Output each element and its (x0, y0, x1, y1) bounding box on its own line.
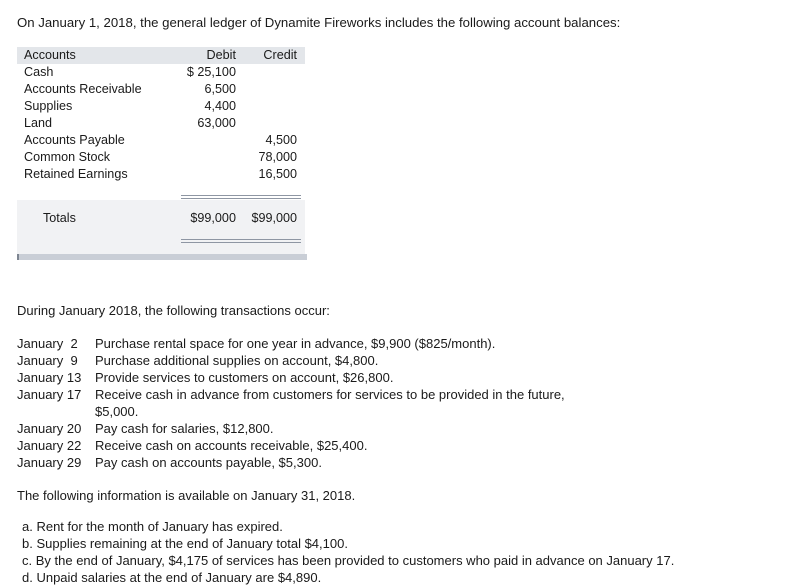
account-name: Common Stock (24, 150, 111, 164)
list-item (17, 369, 575, 386)
transaction-date: January 29 (17, 455, 82, 470)
list-item: a. Rent for the month of January has expired. (22, 519, 283, 534)
debit-value: $ 25,100 (186, 65, 236, 79)
debit-value: 63,000 (197, 116, 236, 130)
transaction-text: Provide services to customers on account, $26,800. (95, 370, 394, 385)
table-row (17, 132, 305, 149)
list-item (17, 454, 575, 471)
credit-value (240, 81, 305, 98)
total-rule (181, 195, 301, 199)
account-name: Cash (24, 65, 54, 79)
table-row (17, 64, 305, 81)
ledger-table (17, 47, 305, 258)
transaction-text: Receive cash on accounts receivable, $25,400. (95, 438, 368, 453)
list-item (17, 352, 575, 369)
credit-value (240, 98, 305, 115)
header-accounts: Accounts (24, 48, 76, 62)
account-name: Accounts Payable (24, 133, 125, 147)
debit-value (177, 149, 240, 166)
debit-value: 4,400 (204, 99, 236, 113)
debit-value: 6,500 (204, 82, 236, 96)
list-item: b. Supplies remaining at the end of January total $4,100. (22, 536, 348, 551)
transaction-date: January 17 (17, 387, 82, 402)
list-item (17, 437, 575, 454)
credit-value (240, 115, 305, 132)
table-row (17, 166, 305, 183)
header-credit: Credit (263, 48, 297, 62)
transaction-date: January 13 (17, 370, 82, 385)
spacer-row (17, 183, 305, 193)
list-item (17, 335, 575, 352)
list-item (17, 420, 575, 437)
intro-text: On January 1, 2018, the general ledger of Dynamite Fireworks includes the following account balances: (17, 15, 621, 30)
list-item: d. Unpaid salaries at the end of January are $4,890. (22, 570, 322, 585)
account-name: Supplies (24, 99, 73, 113)
header-debit: Debit (206, 48, 236, 62)
total-credit: $99,000 (251, 211, 297, 225)
credit-value: 4,500 (265, 133, 297, 147)
totals-label: Totals (43, 211, 76, 225)
list-item (17, 386, 575, 420)
account-name: Retained Earnings (24, 167, 128, 181)
transactions-intro: During January 2018, the following transactions occur: (17, 303, 330, 318)
transaction-text: Pay cash on accounts payable, $5,300. (95, 455, 322, 470)
transaction-text: Purchase additional supplies on account, $4,800. (95, 353, 379, 368)
double-rule-row (17, 237, 305, 244)
table-row (17, 149, 305, 166)
table-row (17, 115, 305, 132)
transaction-date: January 2 (17, 336, 78, 351)
credit-value (240, 64, 305, 81)
list-item: c. By the end of January, $4,175 of services has been provided to customers who paid in advance on January 17. (22, 553, 675, 568)
totals-row (17, 210, 305, 227)
table-row (17, 98, 305, 115)
totals-band-bottom (17, 227, 305, 237)
debit-value (177, 166, 240, 183)
account-name: Accounts Receivable (24, 82, 142, 96)
transactions-list (17, 335, 575, 471)
transaction-text: Receive cash in advance from customers for services to be provided in the future, $5,000. (95, 387, 565, 419)
adjustments-intro: The following information is available on January 31, 2018. (17, 488, 356, 503)
transaction-text: Purchase rental space for one year in advance, $9,900 ($825/month). (95, 336, 496, 351)
double-underline (181, 239, 301, 243)
table-row (17, 81, 305, 98)
ledger-header-row (17, 47, 305, 64)
table-bottom-bar (17, 254, 307, 260)
credit-value: 78,000 (258, 150, 297, 164)
account-name: Land (24, 116, 53, 130)
credit-value: 16,500 (258, 167, 297, 181)
transaction-date: January 22 (17, 438, 82, 453)
adjustments-list (22, 518, 674, 586)
transaction-date: January 20 (17, 421, 82, 436)
total-debit: $99,000 (190, 211, 236, 225)
totals-band-top (17, 200, 305, 210)
debit-value (177, 132, 240, 149)
total-rule-row (17, 193, 305, 200)
transaction-date: January 9 (17, 353, 78, 368)
transaction-text: Pay cash for salaries, $12,800. (95, 421, 274, 436)
